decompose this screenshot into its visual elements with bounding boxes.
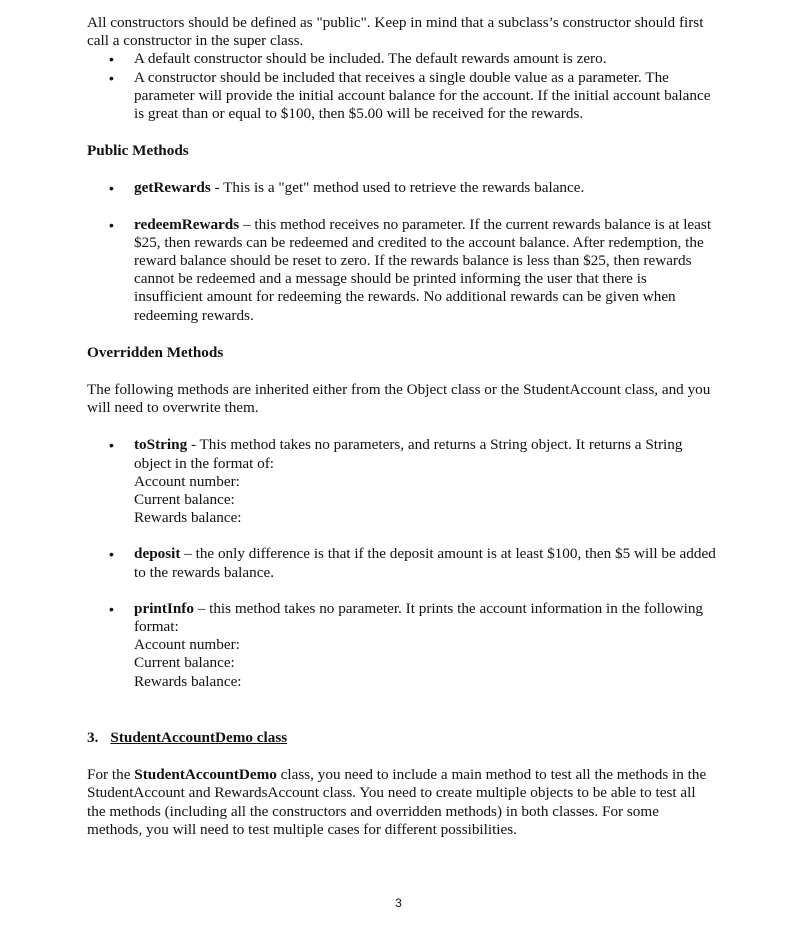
section-3-paragraph bbox=[87, 766, 717, 839]
format-line: Rewards balance: bbox=[134, 509, 242, 527]
method-name: printInfo bbox=[134, 599, 194, 617]
constructors-intro: All constructors should be defined as "public". Keep in mind that a subclass’s constructor should first call a constructor in the super class. bbox=[87, 14, 704, 50]
paragraph-text: For the bbox=[87, 766, 135, 784]
list-item: • A default constructor should be included. The default rewards amount is zero. bbox=[87, 50, 717, 68]
list-item bbox=[87, 216, 717, 325]
format-line: Current balance: bbox=[134, 654, 235, 672]
constructor-list bbox=[87, 50, 717, 123]
list-item bbox=[87, 179, 717, 197]
section-3-heading bbox=[87, 729, 717, 747]
paragraph-text: class, you need to include a main method to test all the methods in the StudentAccount and RewardsAccount class. You need to create multiple objects to be able to test all the methods (including all the constructors and overridden methods) in both classes. For some methods, you will need to test multiple cases for different possibilities. bbox=[87, 766, 707, 838]
method-name: deposit bbox=[134, 545, 181, 563]
method-description: – this method takes no parameter. It prints the account information in the following format: bbox=[134, 599, 704, 636]
method-description: – this method receives no parameter. If the current rewards balance is at least $25, then rewards can be redeemed and credited to the account balance. After redemption, the reward balance should be reset to zero. If the rewards balance is less than $25, then rewards cannot be redeemed and a message should be printed informing the user that there is insufficient amount for redeeming the rewards. No additional rewards can be given when redeeming rewards. bbox=[134, 215, 712, 324]
section-title: StudentAccountDemo class bbox=[110, 728, 288, 746]
public-methods-list bbox=[87, 179, 717, 324]
format-line: Rewards balance: bbox=[134, 672, 242, 690]
format-line: Current balance: bbox=[134, 491, 235, 509]
list-item bbox=[87, 545, 717, 581]
format-line: Account number: bbox=[134, 636, 240, 654]
method-name: redeemRewards bbox=[134, 215, 240, 233]
method-name: toString bbox=[134, 436, 188, 454]
overridden-methods-intro: The following methods are inherited either from the Object class or the StudentAccount class, and you will need to overwrite them. bbox=[87, 381, 711, 417]
public-methods-heading: Public Methods bbox=[87, 142, 189, 160]
list-item bbox=[87, 436, 717, 527]
overridden-methods-heading: Overridden Methods bbox=[87, 343, 224, 361]
document-page bbox=[87, 14, 717, 839]
list-item: • A constructor should be included that receives a single double value as a parameter. The parameter will provide the initial account balance for the account. If the initial account balance is great than or equal to $100, then $5.00 will be received for the rewards. bbox=[87, 69, 717, 124]
method-description: - This is a "get" method used to retrieve the rewards balance. bbox=[210, 179, 585, 197]
page-number: 3 bbox=[395, 896, 402, 910]
overridden-methods-list bbox=[87, 436, 717, 690]
method-name: getRewards bbox=[134, 179, 211, 197]
section-number: 3. bbox=[87, 728, 99, 746]
format-line: Account number: bbox=[134, 472, 240, 490]
method-description: - This method takes no parameters, and returns a String object. It returns a String object in the format of: bbox=[134, 436, 683, 472]
list-item bbox=[87, 600, 717, 691]
method-description: – the only difference is that if the deposit amount is at least $100, then $5 will be added to the rewards balance. bbox=[134, 545, 716, 581]
class-name: StudentAccountDemo bbox=[134, 766, 277, 784]
